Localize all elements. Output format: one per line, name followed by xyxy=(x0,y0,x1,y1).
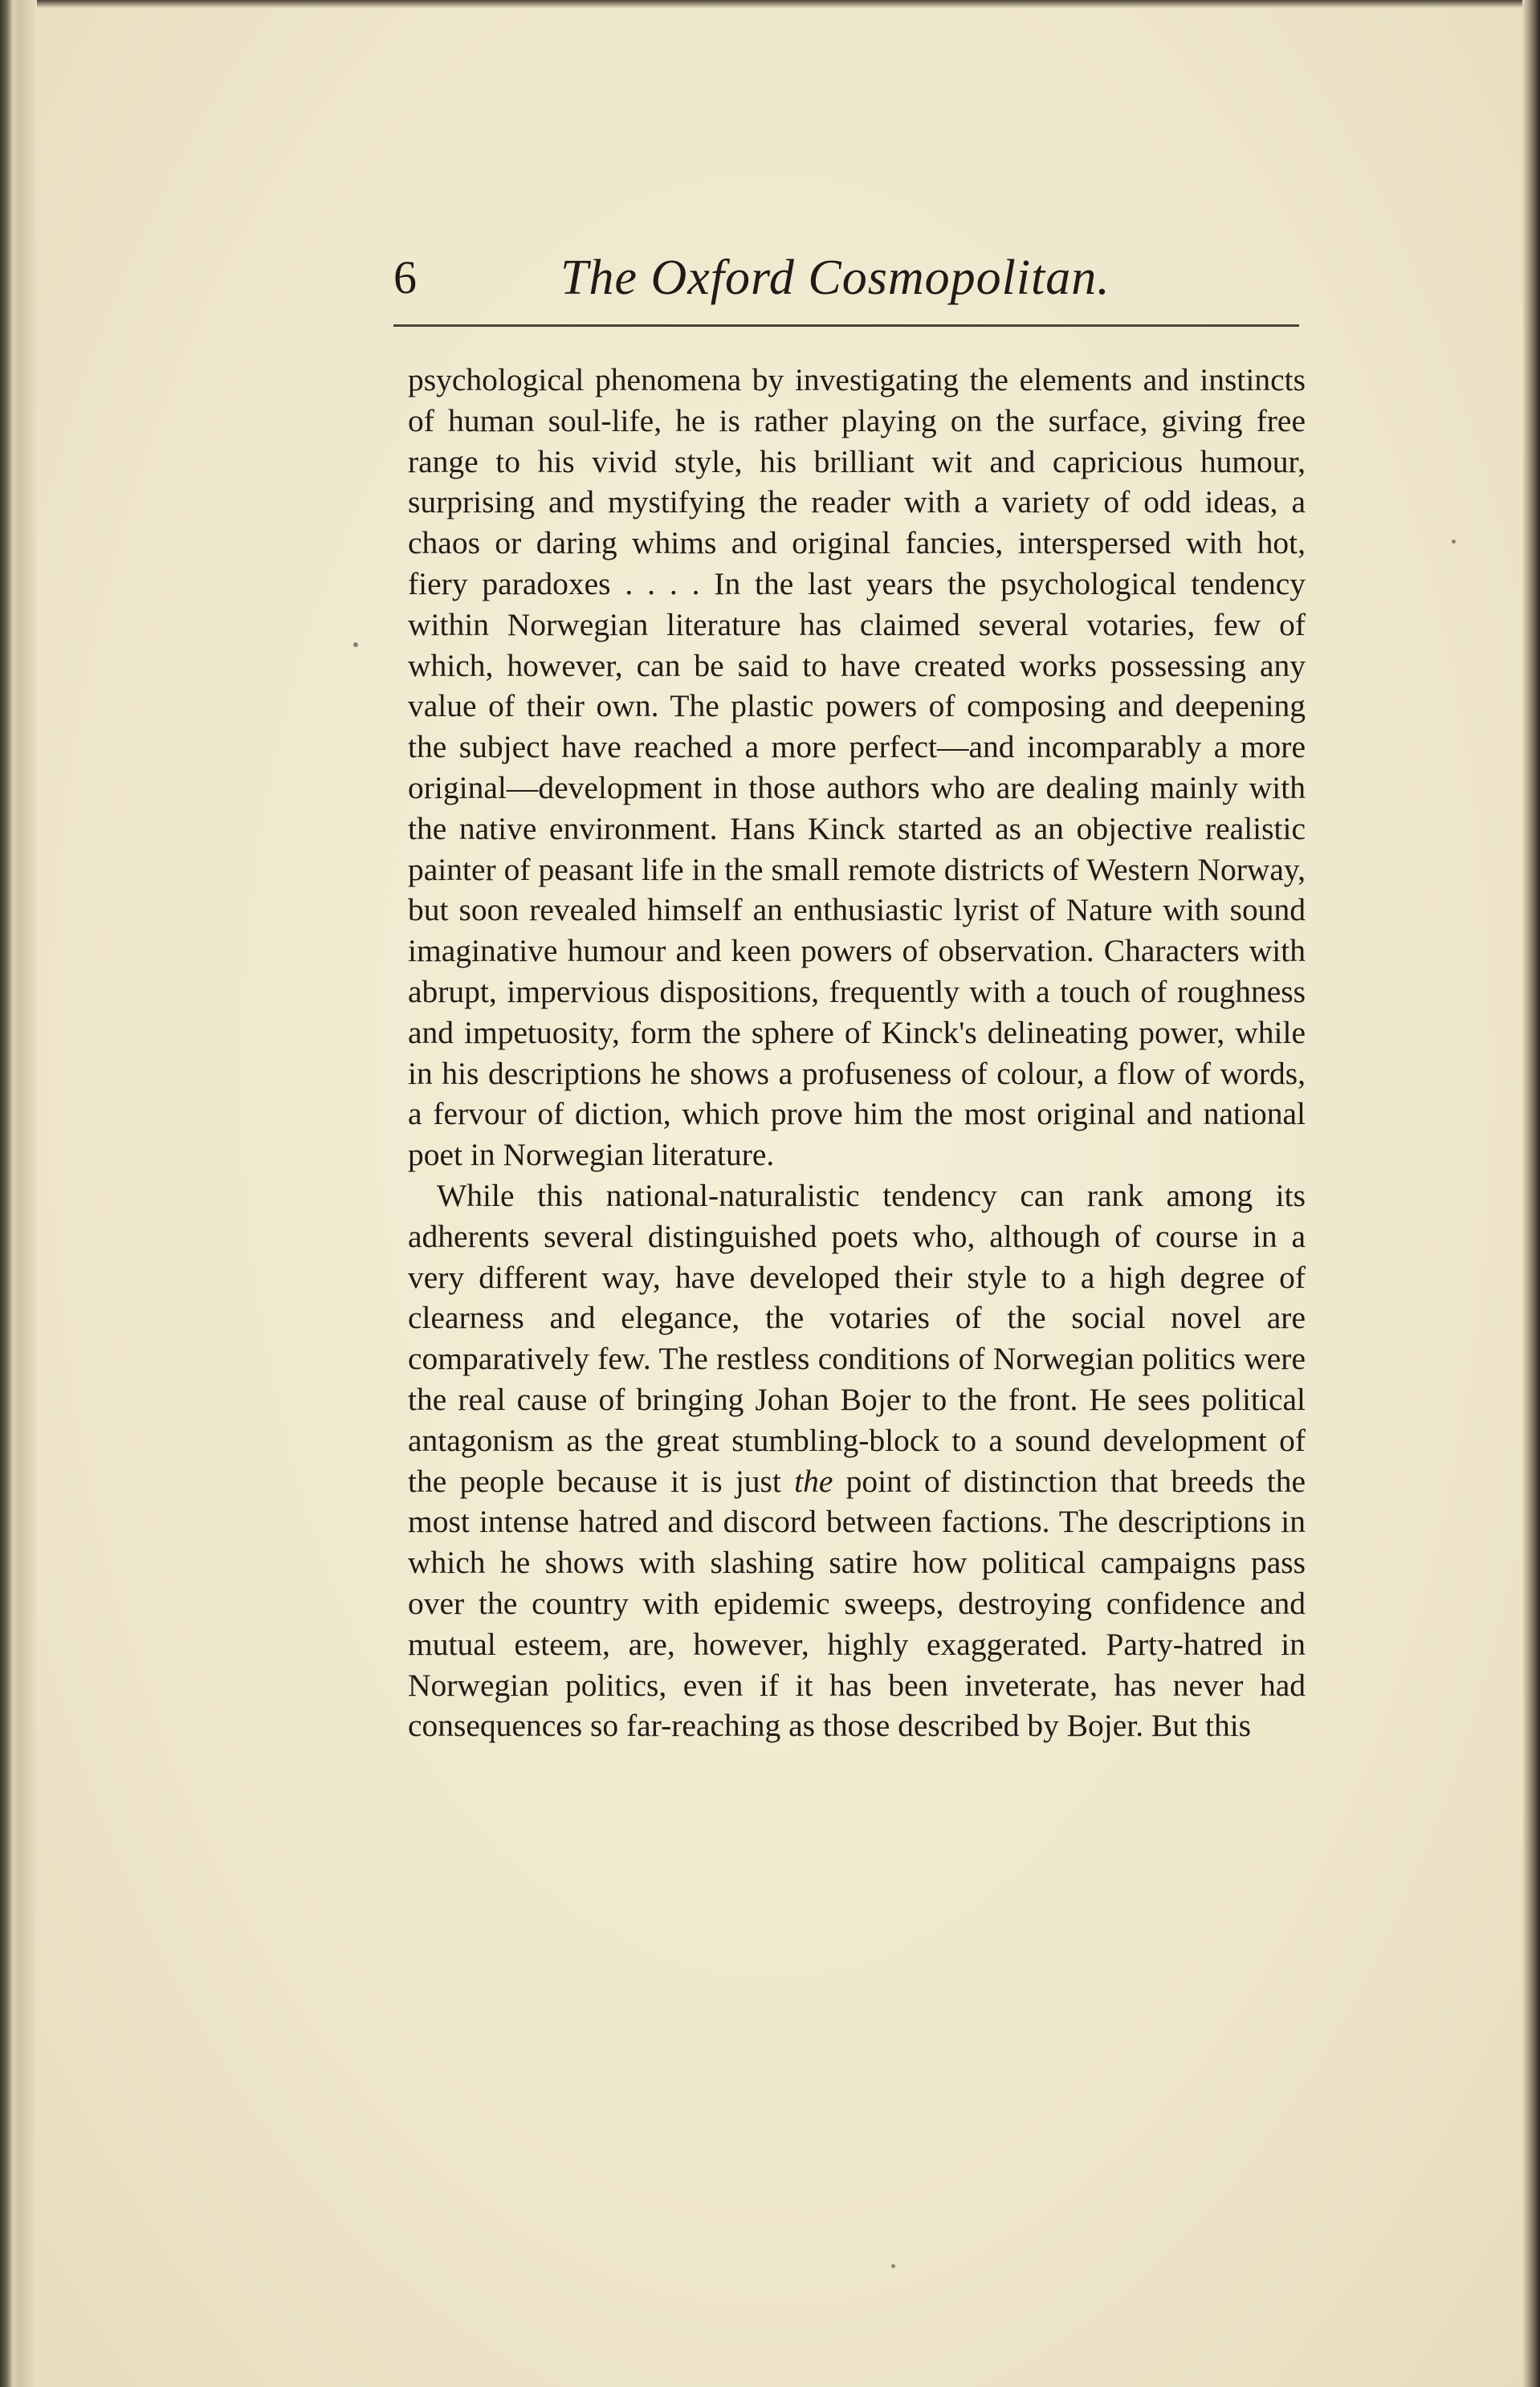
paragraph-2-text-start: While this national-naturalistic tendency can rank among its adherents several distinguished poets who, although of course in a very different way, have developed their style to a high degree of clearness and elegance, the votaries of the social novel are comparatively few. The restless conditions of Norwegian politics were the real cause of bringing Johan Bojer to the front. He sees political antagonism as the great stumbling-block to a sound development of the people because it is just xyxy=(408,1177,1306,1499)
page-right-edge xyxy=(1522,0,1540,2387)
paper-speck xyxy=(1452,540,1456,544)
running-head xyxy=(393,246,1301,326)
paragraph-2-italic-word: the xyxy=(794,1463,833,1499)
journal-title: The Oxford Cosmopolitan. xyxy=(560,251,1110,305)
header-rule xyxy=(393,324,1299,327)
page-number: 6 xyxy=(393,251,417,303)
paragraph-2-text-end: point of distinction that breeds the most intense hatred and discord between factions. The descriptions in which he shows with slashing satire how political campaigns pass over the country with epidemic sweeps, destroying confidence and mutual esteem, are, however, highly exaggerated. Party-hatred in Norwegian politics, even if it has been inveterate, has never had consequences so far-reaching as those described by Bojer. But this xyxy=(408,1463,1306,1744)
page-top-edge xyxy=(0,0,1540,8)
page-binding-edge xyxy=(0,0,37,2387)
paper-speck xyxy=(891,2264,895,2268)
article-body xyxy=(408,360,1306,1746)
paper-speck xyxy=(353,642,358,647)
paragraph-1: psychological phenomena by investigating the elements and instincts of human soul-life, he is rather playing on the surface, giving free range to his vivid style, his brilliant wit and capricious humour, surprising and mystifying the reader with a variety of odd ideas, a chaos or daring whims and original fancies, interspersed with hot, fiery paradoxes . . . . In the last years the psychological tendency within Norwegian literature has claimed several votaries, few of which, however, can be said to have created works possessing any value of their own. The plastic powers of composing and deepening the subject have reached a more perfect—and incomparably a more original—development in those authors who are dealing mainly with the native environment. Hans Kinck started as an objective realistic painter of peasant life in the small remote districts of Western Norway, but soon revealed himself an enthusiastic lyrist of Nature with sound imaginative humour and keen powers of observation. Characters with abrupt, impervious dispositions, frequently with a touch of roughness and impetuosity, form the sphere of Kinck's delineating power, while in his descriptions he shows a profuseness of colour, a flow of words, a fervour of diction, which prove him the most original and national poet in Norwegian literature. xyxy=(408,362,1306,1173)
paragraph-2 xyxy=(408,1175,1306,1746)
